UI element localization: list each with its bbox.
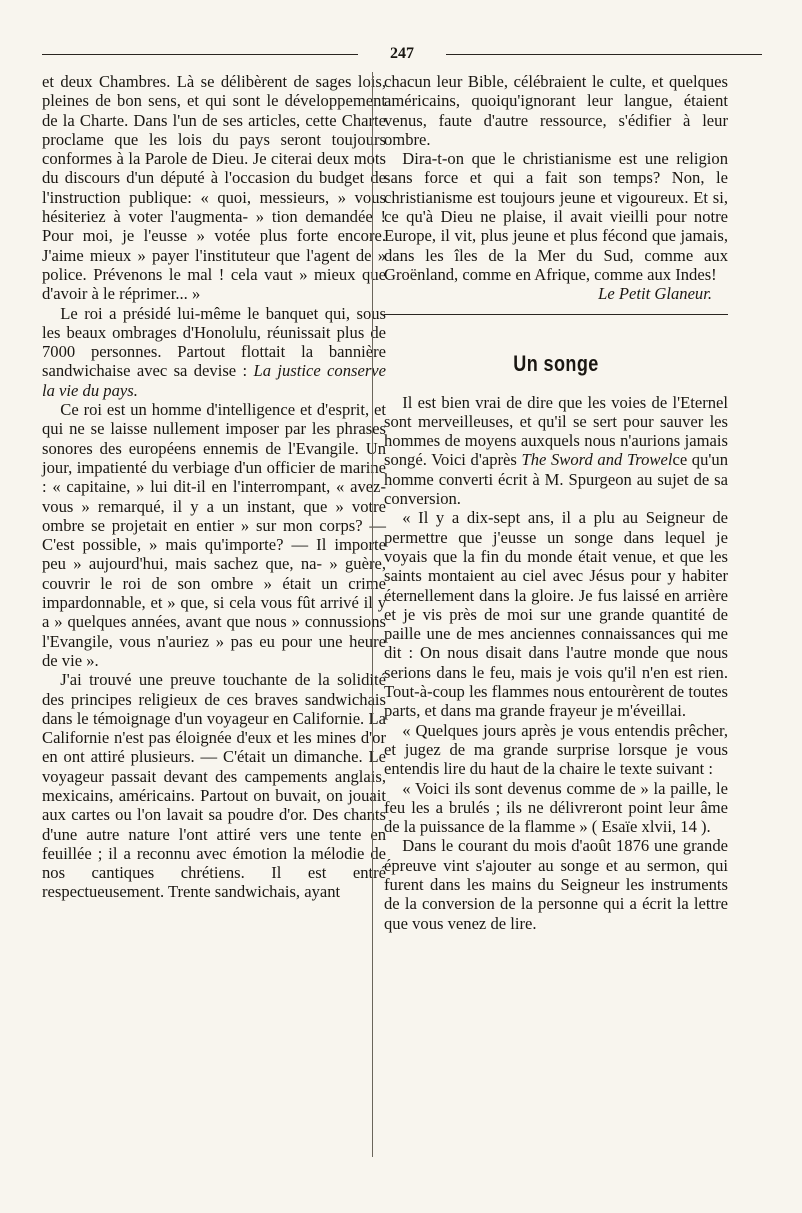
quotation: « Voici ils sont devenus comme de » la paille, le feu les a brulés ; ils ne délivreront point leur âme de la puissance de la flamme » ( Esaïe xlvii, 14 ). bbox=[384, 778, 728, 837]
column-divider bbox=[372, 72, 373, 1157]
paragraph-text: Il est bien vrai de dire que les voies de l'Eternel sont merveilleuses, et qu'il se sert pour sauver les hommes de moyens auxquels nous n'aurions jamais songé. Voici d'après bbox=[384, 392, 728, 470]
page-number: 247 bbox=[390, 45, 414, 62]
header-rule-right bbox=[446, 54, 762, 55]
paragraph bbox=[42, 304, 386, 400]
source-title: The Sword and Trowel bbox=[521, 450, 673, 470]
paragraph: « Quelques jours après je vous entendis prêcher, et jugez de ma grande surprise lorsque je vous entendis lire du haut de la chaire le texte suivant : bbox=[384, 720, 728, 779]
paragraph: « Il y a dix-sept ans, il a plu au Seigneur de permettre que j'eusse un songe dans lequel je voyais que la fin du monde était venue, et que les saints montaient au ciel avec Jésus pour y habiter éternellement dans la gloire. Je fus laissé en arrière et je vis près de moi sur une grande quantité de paille une de mes anciennes connaissances qui me dit : On nous disait dans l'autre monde que nous serions dans le feu, mais je vois qu'il n'en est rien. Tout-à-coup les flammes nous entourèrent de toutes parts, et dans ma grande frayeur je m'éveillai. bbox=[384, 508, 728, 721]
signature: Le Petit Glaneur. bbox=[598, 284, 712, 304]
page-header bbox=[42, 44, 762, 64]
motto: La justice conserve la vie du pays. bbox=[42, 361, 387, 400]
paragraph: Dans le courant du mois d'août 1876 une grande épreuve vint s'ajouter au songe et au sermon, qui furent dans les mains du Seigneur les instruments de la conversion de la personne qui a écrit la lettre que vous venez de lire. bbox=[384, 836, 728, 933]
paragraph: Ce roi est un homme d'intelligence et d'esprit, et qui ne se laisse nullement imposer par les phrases sonores des européens ennemis de l'Evangile. Un jour, impatienté du verbiage d'un officier de marine : « capitaine, » lui dit-il en l'interrompant, « avez-vous » remarqué, il y a un instant, que » votre ombre se projetait en entier » sur mon corps? — C'est possible, » mais qu'importe? — Il importe peu » aujourd'hui, mais sachez que, na- » guère, couvrir le roi de son ombre » était un crime impardonnable, et » que, si cela vous fût arrivé il y a » quelques années, avant que nous » connussions l'Evangile, vous n'auriez » pas eu pour une heure de vie ». bbox=[42, 400, 386, 670]
left-column bbox=[42, 72, 386, 902]
paragraph-text: Le roi a présidé lui-même le banquet qui, sous les beaux ombrages d'Honolulu, réunissait plus de 7000 personnes. Partout flottait la bannière sandwichaise avec sa devise : bbox=[42, 303, 386, 381]
paragraph bbox=[384, 393, 728, 509]
paragraph-text: ce qu'un homme converti écrit à M. Spurgeon au sujet de sa conversion. bbox=[384, 450, 728, 509]
section-separator bbox=[384, 314, 728, 315]
paragraph: Dira-t-on que le christianisme est une religion sans force et qui a fait son temps? Non, le christianisme est toujours jeune et vigoureux. Et si, ce qu'à Dieu ne plaise, il avait vieilli pour notre Europe, il vit, plus jeune et plus fécond que jamais, dans les îles de la Mer du Sud, comme aux Groënland, comme en Afrique, comme aux Indes! bbox=[384, 149, 728, 284]
paragraph: et deux Chambres. Là se délibèrent de sages lois, pleines de bon sens, et qui sont le développement de la Charte. Dans l'un de ses articles, cette Charte proclame que les lois du pays seront toujours conformes à la Parole de Dieu. Je citerai deux mots du discours d'un député à l'occasion du budget de l'instruction publique: « quoi, messieurs, » vous hésiteriez à voter l'augmenta- » tion demandée ! Pour moi, je l'eusse » votée plus forte encore. J'aime mieux » payer l'instituteur que l'agent de » police. Prévenons le mal ! cela vaut » mieux que d'avoir à le réprimer... » bbox=[42, 72, 386, 304]
section-title: Un songe bbox=[513, 350, 599, 376]
right-column bbox=[384, 72, 728, 933]
header-rule-left bbox=[42, 54, 358, 55]
paragraph: J'ai trouvé une preuve touchante de la solidité des principes religieux de ces braves sandwichais dans le témoignage d'un voyageur en Californie. La Californie n'est pas éloignée d'eux et les mines d'or en ont attiré plusieurs. — C'était un dimanche. Le voyageur passait devant des campements anglais, mexicains, américains. Partout on buvait, on jouait aux cartes ou l'on lavait sa poudre d'or. Des chants d'une autre nature l'ont attiré vers une tente en feuillée ; il a reconnu avec émotion la mélodie de nos cantiques chrétiens. Il est entré respectueusement. Trente sandwichais, ayant bbox=[42, 670, 386, 902]
paragraph: chacun leur Bible, célébraient le culte, et quelques américains, quoiqu'ignorant leur langue, étaient venus, faute d'autre ressource, s'édifier à leur ombre. bbox=[384, 72, 728, 149]
